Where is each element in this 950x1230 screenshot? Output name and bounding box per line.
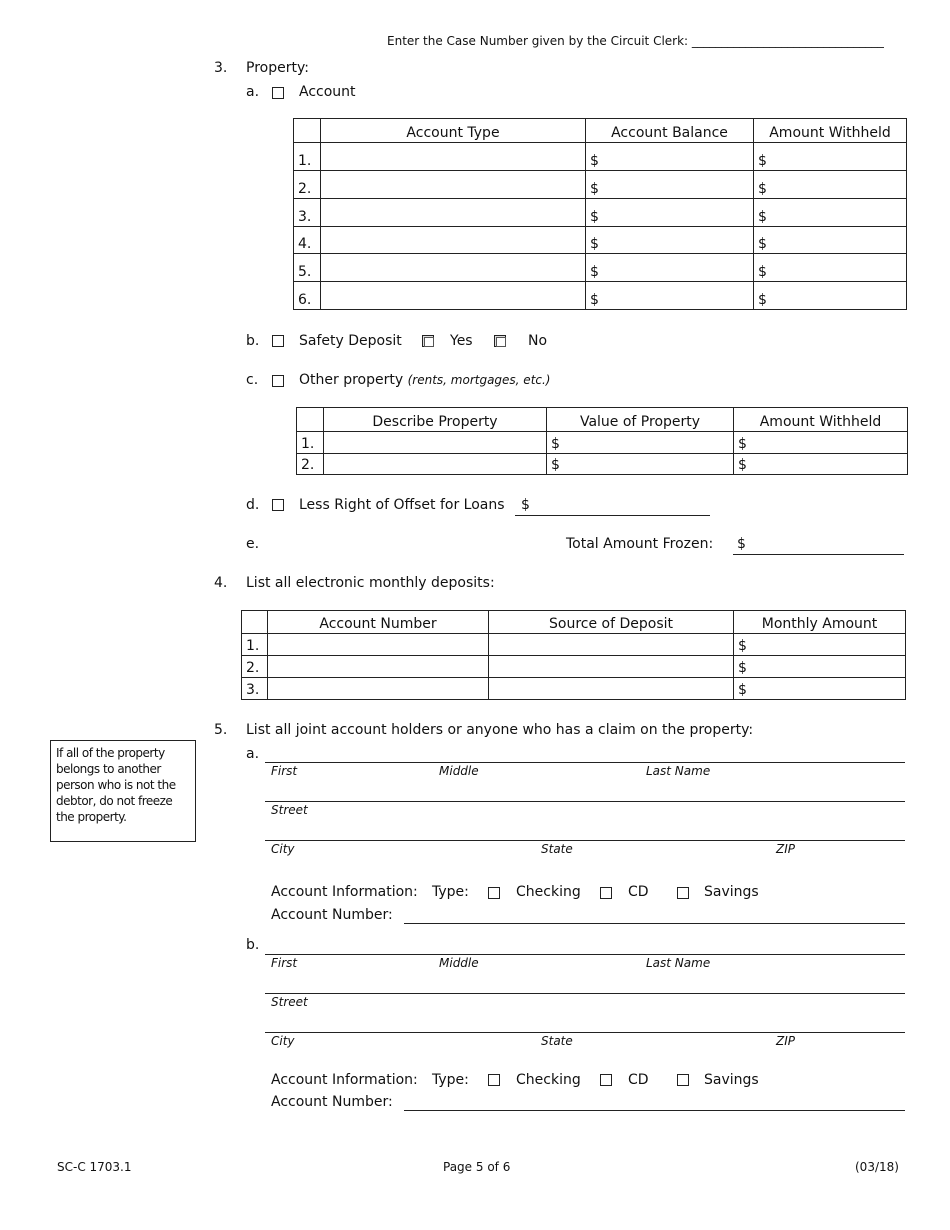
cd-label: CD [628, 1072, 649, 1088]
table-row [294, 227, 907, 254]
monthly-amount-cell[interactable]: $ [734, 656, 906, 678]
source-of-deposit-cell[interactable] [489, 678, 734, 700]
table-row [297, 432, 908, 454]
monthly-deposits-table [241, 610, 906, 700]
safety-deposit-no-checkbox[interactable] [494, 335, 506, 347]
middle-name-caption: Middle [439, 764, 479, 778]
row-number: 4. [294, 227, 321, 254]
item-3a-letter: a. [246, 84, 260, 100]
other-property-checkbox[interactable] [272, 375, 284, 387]
street-caption: Street [271, 995, 308, 1009]
source-of-deposit-cell[interactable] [489, 634, 734, 656]
account-balance-cell[interactable]: $ [586, 171, 754, 199]
holder-a-street-field[interactable] [265, 801, 905, 802]
account-number-cell[interactable] [268, 678, 489, 700]
checking-label: Checking [516, 1072, 581, 1088]
amount-withheld-cell[interactable]: $ [754, 199, 907, 227]
value-of-property-cell[interactable]: $ [547, 432, 734, 454]
account-balance-cell[interactable]: $ [586, 227, 754, 254]
item-3e-letter: e. [246, 536, 260, 552]
no-label: No [528, 333, 548, 349]
table-header: Describe Property [324, 408, 547, 432]
amount-withheld-cell[interactable]: $ [754, 254, 907, 282]
holder-b-name-field[interactable] [265, 954, 905, 955]
row-number: 2. [294, 171, 321, 199]
table-header: Account Balance [586, 119, 754, 143]
offset-loans-checkbox[interactable] [272, 499, 284, 511]
last-name-caption: Last Name [646, 956, 711, 970]
page-number: Page 5 of 6 [443, 1160, 511, 1174]
street-caption: Street [271, 803, 308, 817]
table-header: Source of Deposit [489, 611, 734, 634]
safety-deposit-label: Safety Deposit [299, 333, 402, 349]
row-number: 1. [297, 432, 324, 454]
account-table [293, 118, 907, 310]
section-5-number: 5. [214, 722, 228, 738]
holder-b-cd-checkbox[interactable] [600, 1074, 612, 1086]
holder-b-checking-checkbox[interactable] [488, 1074, 500, 1086]
side-note-box: If all of the property belongs to another person who is not the debtor, do not freeze the property. [50, 740, 196, 842]
monthly-amount-cell[interactable]: $ [734, 634, 906, 656]
city-caption: City [271, 842, 295, 856]
amount-withheld-cell[interactable]: $ [734, 432, 908, 454]
holder-a-name-field[interactable] [265, 762, 905, 763]
account-type-cell[interactable] [321, 143, 586, 171]
middle-name-caption: Middle [439, 956, 479, 970]
offset-amount-field[interactable] [515, 515, 710, 516]
total-frozen-currency: $ [737, 536, 746, 552]
holder-a-savings-checkbox[interactable] [677, 887, 689, 899]
yes-label: Yes [450, 333, 473, 349]
zip-caption: ZIP [776, 1034, 795, 1048]
savings-label: Savings [704, 884, 759, 900]
offset-loans-label: Less Right of Offset for Loans [299, 497, 505, 513]
table-row [242, 656, 906, 678]
account-number-cell[interactable] [268, 656, 489, 678]
zip-caption: ZIP [776, 842, 795, 856]
last-name-caption: Last Name [646, 764, 711, 778]
section-4-title: List all electronic monthly deposits: [246, 575, 495, 591]
amount-withheld-cell[interactable]: $ [754, 282, 907, 310]
account-balance-cell[interactable]: $ [586, 282, 754, 310]
table-header: Value of Property [547, 408, 734, 432]
holder-a-letter: a. [246, 746, 260, 762]
item-3c-letter: c. [246, 372, 259, 388]
row-number: 3. [294, 199, 321, 227]
holder-b-street-field[interactable] [265, 993, 905, 994]
account-type-cell[interactable] [321, 254, 586, 282]
table-header: Monthly Amount [734, 611, 906, 634]
state-caption: State [541, 1034, 573, 1048]
case-number-blank[interactable]: ________________________________ [691, 34, 884, 48]
other-property-label: Other property (rents, mortgages, etc.) [299, 372, 551, 388]
safety-deposit-checkbox[interactable] [272, 335, 284, 347]
holder-a-city-field[interactable] [265, 840, 905, 841]
savings-label: Savings [704, 1072, 759, 1088]
amount-withheld-cell[interactable]: $ [754, 143, 907, 171]
account-checkbox[interactable] [272, 87, 284, 99]
first-name-caption: First [271, 764, 298, 778]
table-row [294, 171, 907, 199]
holder-a-account-number-field[interactable] [404, 923, 905, 924]
section-4-number: 4. [214, 575, 228, 591]
describe-property-cell[interactable] [324, 432, 547, 454]
row-number: 5. [294, 254, 321, 282]
offset-currency: $ [521, 497, 530, 513]
account-info-label: Account Information: [271, 884, 418, 900]
table-header [294, 119, 321, 143]
table-row [294, 143, 907, 171]
section-5-title: List all joint account holders or anyone who has a claim on the property: [246, 722, 754, 738]
row-number: 2. [297, 454, 324, 475]
holder-b-savings-checkbox[interactable] [677, 1074, 689, 1086]
account-balance-cell[interactable]: $ [586, 254, 754, 282]
amount-withheld-cell[interactable]: $ [754, 227, 907, 254]
account-type-cell[interactable] [321, 199, 586, 227]
table-row [294, 199, 907, 227]
first-name-caption: First [271, 956, 298, 970]
account-number-cell[interactable] [268, 634, 489, 656]
item-3d-letter: d. [246, 497, 260, 513]
table-row [294, 282, 907, 310]
section-3-title: Property: [246, 60, 309, 76]
table-header: Amount Withheld [734, 408, 908, 432]
row-number: 1. [294, 143, 321, 171]
account-type-cell[interactable] [321, 227, 586, 254]
cd-label: CD [628, 884, 649, 900]
account-label: Account [299, 84, 356, 100]
item-3b-letter: b. [246, 333, 260, 349]
revision-date: (03/18) [855, 1160, 899, 1174]
table-header [242, 611, 268, 634]
holder-a-cd-checkbox[interactable] [600, 887, 612, 899]
describe-property-cell[interactable] [324, 454, 547, 475]
amount-withheld-cell[interactable]: $ [734, 454, 908, 475]
row-number: 3. [242, 678, 268, 700]
amount-withheld-cell[interactable]: $ [754, 171, 907, 199]
account-balance-cell[interactable]: $ [586, 143, 754, 171]
source-of-deposit-cell[interactable] [489, 656, 734, 678]
total-frozen-field[interactable] [733, 554, 904, 555]
other-property-note: (rents, mortgages, etc.) [407, 373, 551, 387]
account-info-label: Account Information: [271, 1072, 418, 1088]
account-balance-cell[interactable]: $ [586, 199, 754, 227]
table-header: Account Number [268, 611, 489, 634]
table-row [297, 454, 908, 475]
table-row [242, 634, 906, 656]
safety-deposit-yes-checkbox[interactable] [422, 335, 434, 347]
section-3-number: 3. [214, 60, 228, 76]
table-header: Amount Withheld [754, 119, 907, 143]
account-type-cell[interactable] [321, 171, 586, 199]
holder-b-account-number-field[interactable] [404, 1110, 905, 1111]
state-caption: State [541, 842, 573, 856]
holder-b-letter: b. [246, 937, 260, 953]
row-number: 2. [242, 656, 268, 678]
table-row [294, 254, 907, 282]
row-number: 6. [294, 282, 321, 310]
table-header [297, 408, 324, 432]
other-property-table [296, 407, 908, 475]
value-of-property-cell[interactable]: $ [547, 454, 734, 475]
table-row [242, 678, 906, 700]
city-caption: City [271, 1034, 295, 1048]
monthly-amount-cell[interactable]: $ [734, 678, 906, 700]
type-label: Type: [432, 1072, 469, 1088]
form-id: SC-C 1703.1 [57, 1160, 132, 1174]
case-number-label: Enter the Case Number given by the Circuit Clerk: ________________________________ [387, 34, 884, 48]
checking-label: Checking [516, 884, 581, 900]
account-number-label: Account Number: [271, 907, 393, 923]
account-type-cell[interactable] [321, 282, 586, 310]
holder-a-checking-checkbox[interactable] [488, 887, 500, 899]
holder-b-city-field[interactable] [265, 1032, 905, 1033]
row-number: 1. [242, 634, 268, 656]
table-header: Account Type [321, 119, 586, 143]
type-label: Type: [432, 884, 469, 900]
account-number-label: Account Number: [271, 1094, 393, 1110]
total-frozen-label: Total Amount Frozen: [566, 536, 714, 552]
